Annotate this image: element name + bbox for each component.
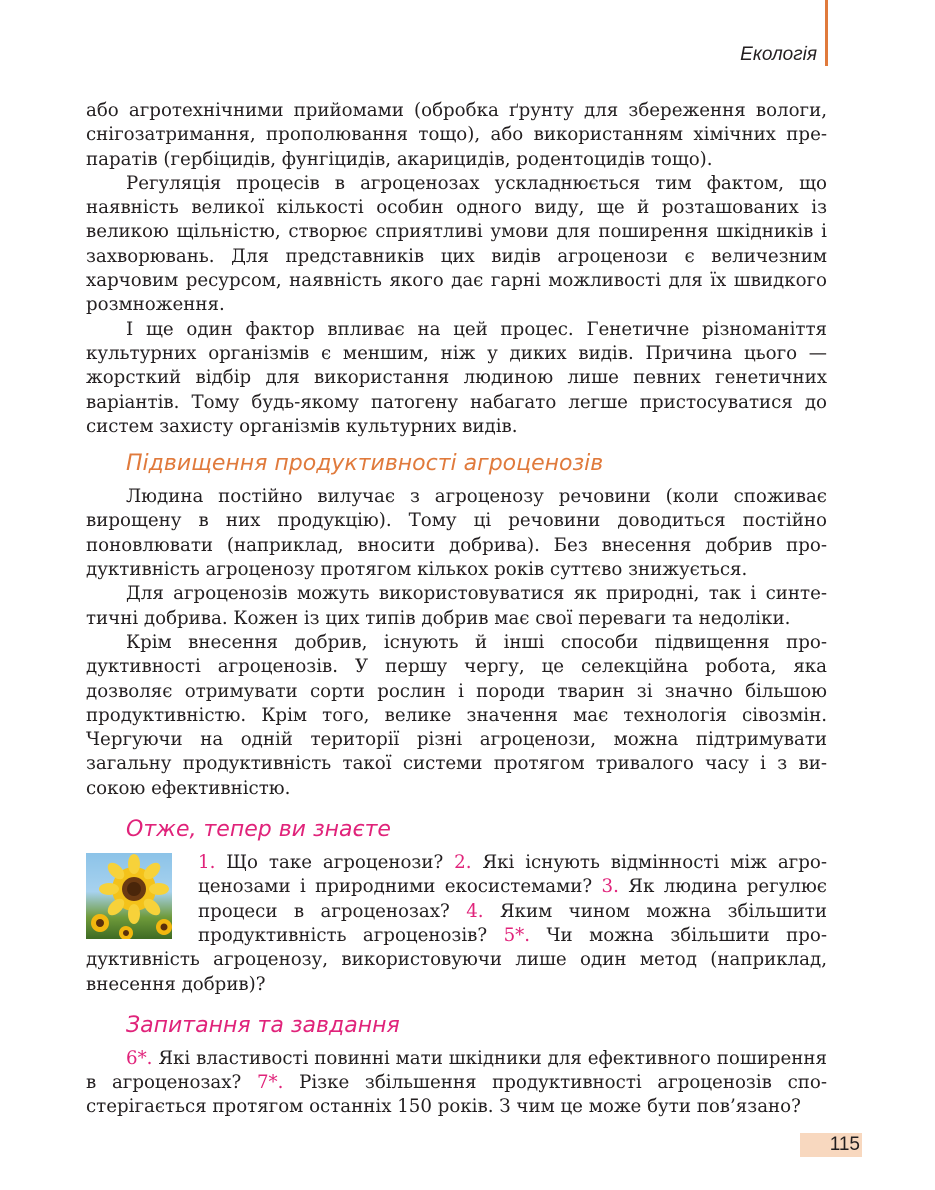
question-text: Що таке агроценози? [226,852,444,874]
question-text: Яким чином можна збільшити продуктивність агроценозів? [198,900,827,946]
page-number: 115 [800,1133,862,1157]
paragraph: І ще один фактор впливає на цей процес. Генетичне різноманіття культурних організмів є меншим, ніж у диких видів. Причина цього — жорсткий відбір для використання людиною лише певних генетичних варіантів. Тому будь-якому патогену набагато легше пристосуватися до систем захисту організмів культурних видів. [86,318,827,437]
question-number: 6*. [126,1047,153,1069]
summary-block [86,851,827,997]
page-content [86,99,827,1120]
section-header: Екологія [740,44,817,65]
question-text: Як людина регулює процеси в агроценозах? [198,876,827,922]
paragraph: Людина постійно вилучає з агроценозу речовини (коли споживає вирощену в них продукцію). Тому ці речовини доводиться постійно поновлювати (наприклад, вносити добрива). Без внесення добрив продуктивність агроценозу протягом кількох років суттєво знижується. [86,486,827,581]
question-number: 1. [198,852,216,874]
section-heading-tasks: Запитання та завдання [126,1012,400,1038]
paragraph: або агротехнічними прийомами (обробка ґрунту для збереження вологи, снігозатримання, прополювання тощо), або використанням хімічних препаратів (гербіцидів, фунгіцидів, акарицидів, родентоцидів тощо). [86,100,827,170]
tasks-questions [86,1047,827,1120]
summary-questions [86,851,827,997]
question-number: 2. [454,852,472,874]
section-heading-productivity: Підвищення продуктивності агроценозів [126,451,604,477]
question-number: 5*. [503,924,531,946]
question-number: 3. [601,876,619,898]
question-text: Різке збільшення продуктивності агроценозів спостерігається протягом останніх 150 років. З чим це може бути пов’язано? [86,1072,827,1118]
question-text: Які властивості повинні мати шкідники для ефективного поширення в агроценозах? [86,1047,827,1094]
sunflower-image [86,853,172,939]
question-number: 7*. [256,1072,284,1094]
header-accent-bar [825,0,828,66]
paragraph: Для агроценозів можуть використовуватися як природні, так і синтетичні добрива. Кожен із цих типів добрив має свої переваги та недоліки. [86,583,827,629]
question-text: Чи можна збільшити продуктивність агроценозу, використовуючи лише один метод (наприклад, внесення добрив)? [86,924,827,995]
question-text: Які існують відмінності між агроценозами і природними екосистемами? [198,852,827,898]
paragraph: Крім внесення добрив, існують й інші способи підвищення продуктивності агроценозів. У першу чергу, це селекційна робота, яка дозволяє отримувати сорти рослин і породи тварин зі значно більшою продуктивністю. Крім того, велике значення має технологія сівозмін. Чергуючи на одній території різні агроценози, можна підтримувати загальну продуктивність такої системи протягом тривалого часу і з високою ефективністю. [86,631,827,799]
question-number: 4. [466,900,484,922]
paragraph: Регуляція процесів в агроценозах ускладнюється тим фактом, що наявність великої кількості особин одного виду, ще й розташованих із великою щільністю, створює сприятливі умови для поширення шкідників і захворювань. Для представників цих видів агроценози є величезним харчовим ресурсом, наявність якого дає гарні можливості для їх швидкого розмноження. [86,172,827,316]
section-heading-summary: Отже, тепер ви знаєте [126,817,391,843]
